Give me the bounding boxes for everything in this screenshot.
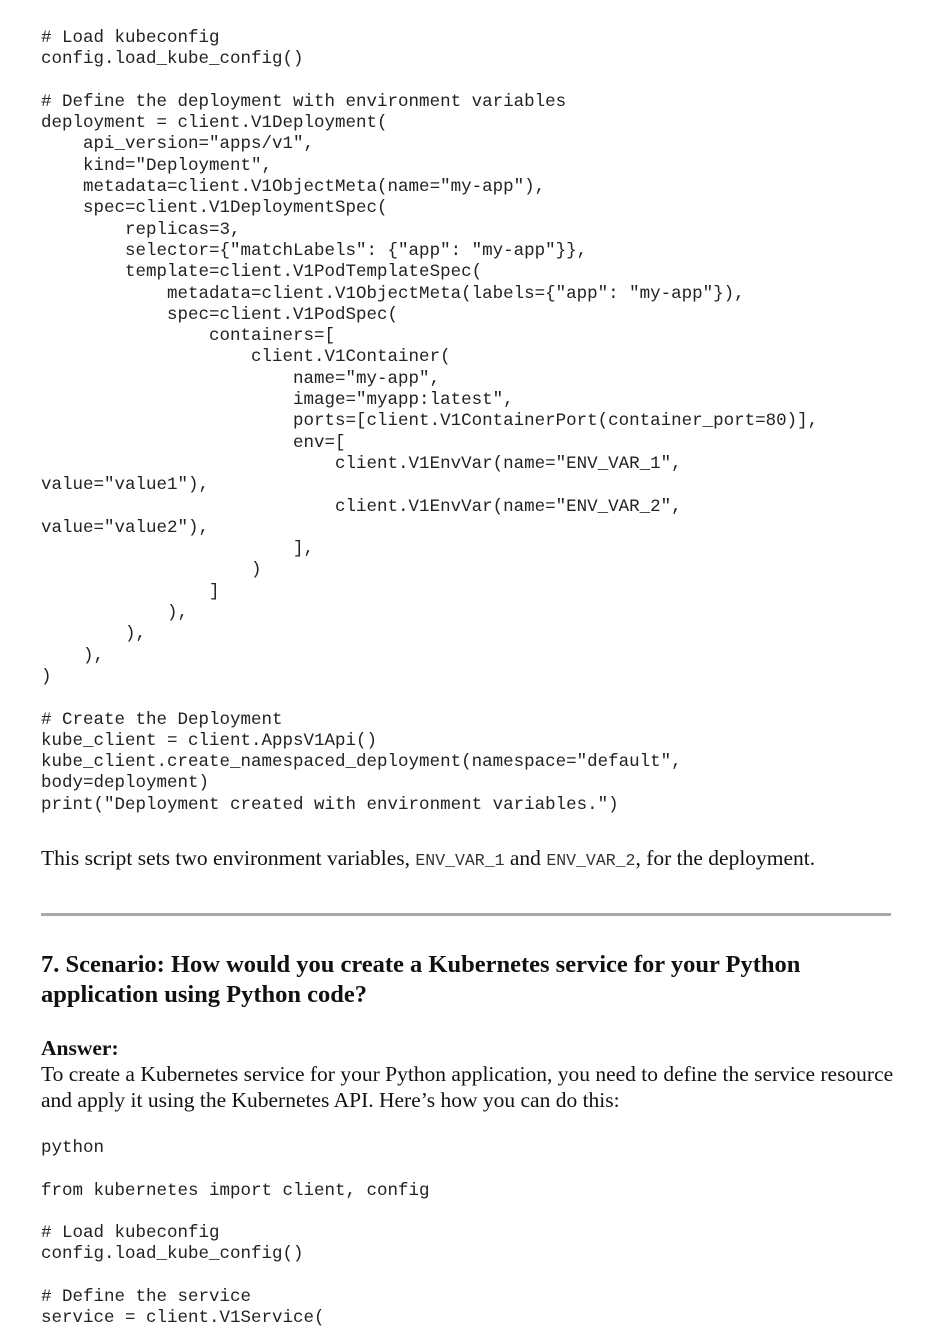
answer-text: To create a Kubernetes service for your Python application, you need to define the service resource and apply it using the Kubernetes API. Here’s how you can do this: <box>41 1062 894 1112</box>
answer-label: Answer: <box>41 1036 119 1060</box>
code-line: ), <box>41 603 189 624</box>
code-line: # Create the Deployment <box>41 709 283 730</box>
code-line: ) <box>41 666 52 687</box>
code-block-service <box>41 1138 430 1330</box>
code-line <box>41 71 818 92</box>
code-line: selector={"matchLabels": {"app": "my-app"}}, <box>41 240 588 261</box>
code-line: metadata=client.V1ObjectMeta(name="my-app"), <box>41 177 546 198</box>
summary-paragraph <box>41 843 901 876</box>
code-line: api_version="apps/v1", <box>41 134 315 155</box>
code-line: image="myapp:latest", <box>41 390 514 411</box>
code-line: ], <box>41 539 315 560</box>
summary-text-before: This script sets two environment variables, <box>41 846 416 870</box>
code-line: ), <box>41 624 147 645</box>
inline-code-env-var-1: ENV_VAR_1 <box>415 851 505 870</box>
code-line: spec=client.V1PodSpec( <box>41 304 399 325</box>
code-line: replicas=3, <box>41 219 241 240</box>
code-line: # Define the deployment with environment variables <box>41 91 567 112</box>
code-line: ports=[client.V1ContainerPort(container_port=80)], <box>41 411 819 432</box>
code-line: client.V1EnvVar(name="ENV_VAR_2", <box>41 496 682 517</box>
code-line: ) <box>41 560 262 581</box>
code-line: # Define the service <box>41 1287 252 1308</box>
code-block-deployment <box>41 28 818 816</box>
code-line: client.V1EnvVar(name="ENV_VAR_1", <box>41 453 682 474</box>
code-line: config.load_kube_config() <box>41 49 304 70</box>
code-line: # Load kubeconfig <box>41 1223 220 1244</box>
code-language-label: python <box>41 1138 105 1158</box>
code-line: body=deployment) <box>41 773 210 794</box>
code-line: # Load kubeconfig <box>41 28 220 48</box>
code-line: value="value2"), <box>41 517 210 538</box>
code-line: containers=[ <box>41 326 336 347</box>
code-line: deployment = client.V1Deployment( <box>41 113 388 134</box>
code-line: template=client.V1PodTemplateSpec( <box>41 262 483 283</box>
code-line <box>41 1202 430 1223</box>
inline-code-env-var-2: ENV_VAR_2 <box>546 851 636 870</box>
code-line: env=[ <box>41 432 346 453</box>
code-line: metadata=client.V1ObjectMeta(labels={"app": "my-app"}), <box>41 283 745 304</box>
code-line: service = client.V1Service( <box>41 1308 325 1329</box>
code-line: name="my-app", <box>41 368 441 389</box>
code-line: ), <box>41 645 105 666</box>
code-line <box>41 1159 430 1180</box>
code-line: kind="Deployment", <box>41 155 273 176</box>
code-line: value="value1"), <box>41 475 210 496</box>
code-line: config.load_kube_config() <box>41 1244 304 1265</box>
code-line: from kubernetes import client, config <box>41 1180 430 1201</box>
summary-text-middle: and <box>504 846 547 870</box>
code-line: client.V1Container( <box>41 347 451 368</box>
code-line: print("Deployment created with environment variables.") <box>41 794 619 815</box>
code-line <box>41 1266 430 1287</box>
code-line <box>41 688 818 709</box>
code-line: spec=client.V1DeploymentSpec( <box>41 198 388 219</box>
section-divider <box>41 913 891 916</box>
summary-text-after: , for the deployment. <box>635 846 816 870</box>
code-line: kube_client.create_namespaced_deployment(namespace="default", <box>41 752 682 773</box>
code-line: ] <box>41 581 220 602</box>
section-heading: 7. Scenario: How would you create a Kubernetes service for your Python application using Python code? <box>41 951 801 1008</box>
code-line: kube_client = client.AppsV1Api() <box>41 730 378 751</box>
